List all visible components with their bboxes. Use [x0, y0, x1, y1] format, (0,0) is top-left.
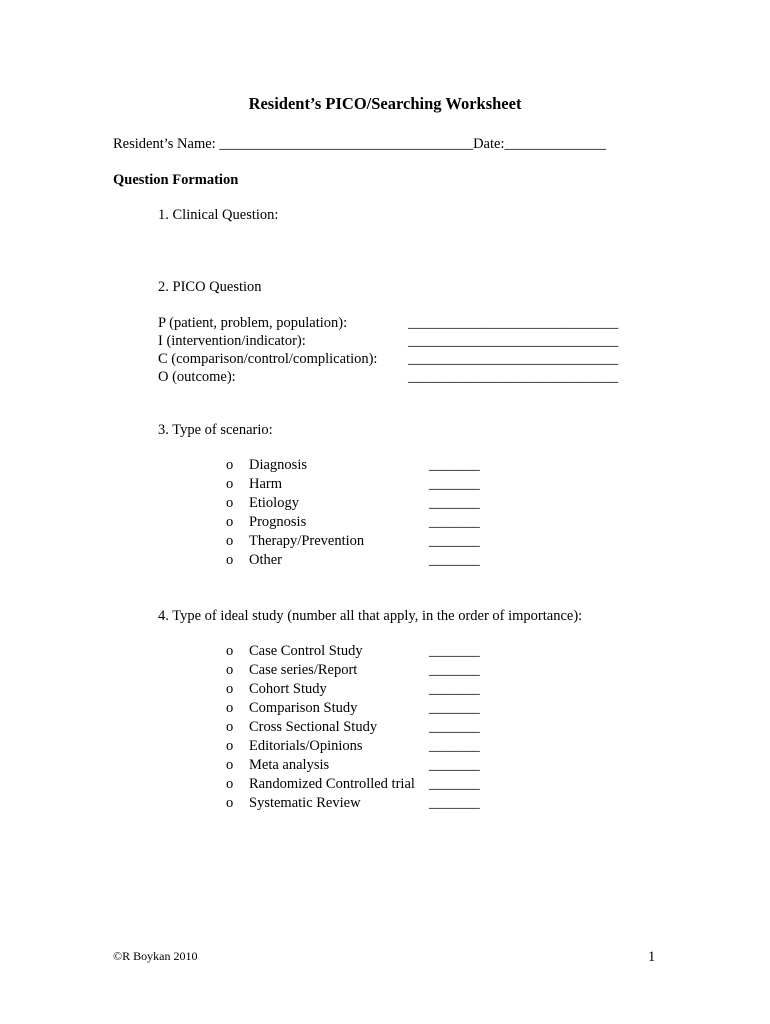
resident-name-label: Resident’s Name: ___________________________________ [113, 136, 474, 152]
date-label: Date:______________ [473, 136, 606, 152]
page-number: 1 [648, 949, 656, 965]
list-item-blank: _______ [429, 514, 480, 530]
list-item-blank: _______ [429, 457, 480, 473]
list-item-blank: _______ [429, 495, 480, 511]
pico-list [158, 316, 658, 396]
bullet-icon: o [226, 552, 234, 568]
list-item-label: Editorials/Opinions [249, 738, 363, 754]
list-item-label: Diagnosis [249, 457, 307, 473]
list-item-label: Harm [249, 476, 283, 492]
bullet-icon: o [226, 681, 234, 697]
list-item-blank: _______ [429, 700, 480, 716]
pico-item [158, 315, 619, 331]
scenario-type-label: 3. Type of scenario: [158, 422, 273, 438]
copyright-footer: ©R Boykan 2010 [113, 949, 198, 963]
list-item-blank: _______ [429, 795, 480, 811]
list-item-blank: _______ [429, 662, 480, 678]
list-item-label: Prognosis [249, 514, 307, 530]
bullet-icon: o [226, 795, 234, 811]
list-item-blank: _______ [429, 719, 480, 735]
section-heading: Question Formation [113, 172, 239, 188]
page-title: Resident’s PICO/Searching Worksheet [248, 94, 522, 113]
list-item-label: Case Control Study [249, 643, 363, 659]
pico-item-blank: _____________________________ [408, 333, 619, 349]
pico-item [158, 351, 619, 367]
pico-item-label: I (intervention/indicator): [158, 333, 306, 349]
bullet-icon: o [226, 719, 234, 735]
bullet-icon: o [226, 533, 234, 549]
list-item-blank: _______ [429, 757, 480, 773]
list-item-blank: _______ [429, 776, 480, 792]
scenario-list [226, 458, 526, 573]
ideal-study-label: 4. Type of ideal study (number all that apply, in the order of importance): [158, 608, 583, 624]
bullet-icon: o [226, 738, 234, 754]
list-item-blank: _______ [429, 552, 480, 568]
bullet-icon: o [226, 662, 234, 678]
clinical-question-label: 1. Clinical Question: [158, 207, 279, 223]
list-item-blank: _______ [429, 738, 480, 754]
list-item-label: Randomized Controlled trial [249, 776, 415, 792]
bullet-icon: o [226, 757, 234, 773]
list-item-label: Etiology [249, 495, 299, 511]
list-item-label: Cross Sectional Study [249, 719, 378, 735]
pico-item [158, 369, 619, 385]
list-item-blank: _______ [429, 643, 480, 659]
list-item-blank: _______ [429, 533, 480, 549]
pico-item-label: C (comparison/control/complication): [158, 351, 378, 367]
bullet-icon: o [226, 495, 234, 511]
list-item-label: Therapy/Prevention [249, 533, 365, 549]
pico-item [158, 333, 619, 349]
study-type-list [226, 644, 526, 814]
list-item-label: Case series/Report [249, 662, 358, 678]
list-item-label: Other [249, 552, 283, 568]
bullet-icon: o [226, 776, 234, 792]
pico-item-blank: _____________________________ [408, 369, 619, 385]
bullet-icon: o [226, 514, 234, 530]
list-item-label: Comparison Study [249, 700, 358, 716]
bullet-icon: o [226, 476, 234, 492]
pico-item-blank: _____________________________ [408, 351, 619, 367]
bullet-icon: o [226, 700, 234, 716]
pico-question-label: 2. PICO Question [158, 279, 262, 295]
list-item-label: Cohort Study [249, 681, 327, 697]
bullet-icon: o [226, 457, 234, 473]
list-item-blank: _______ [429, 476, 480, 492]
bullet-icon: o [226, 643, 234, 659]
pico-item-label: O (outcome): [158, 369, 236, 385]
list-item-label: Meta analysis [249, 757, 330, 773]
pico-item-blank: _____________________________ [408, 315, 619, 331]
resident-name-line [113, 137, 606, 152]
list-item-blank: _______ [429, 681, 480, 697]
pico-item-label: P (patient, problem, population): [158, 315, 348, 331]
list-item-label: Systematic Review [249, 795, 361, 811]
